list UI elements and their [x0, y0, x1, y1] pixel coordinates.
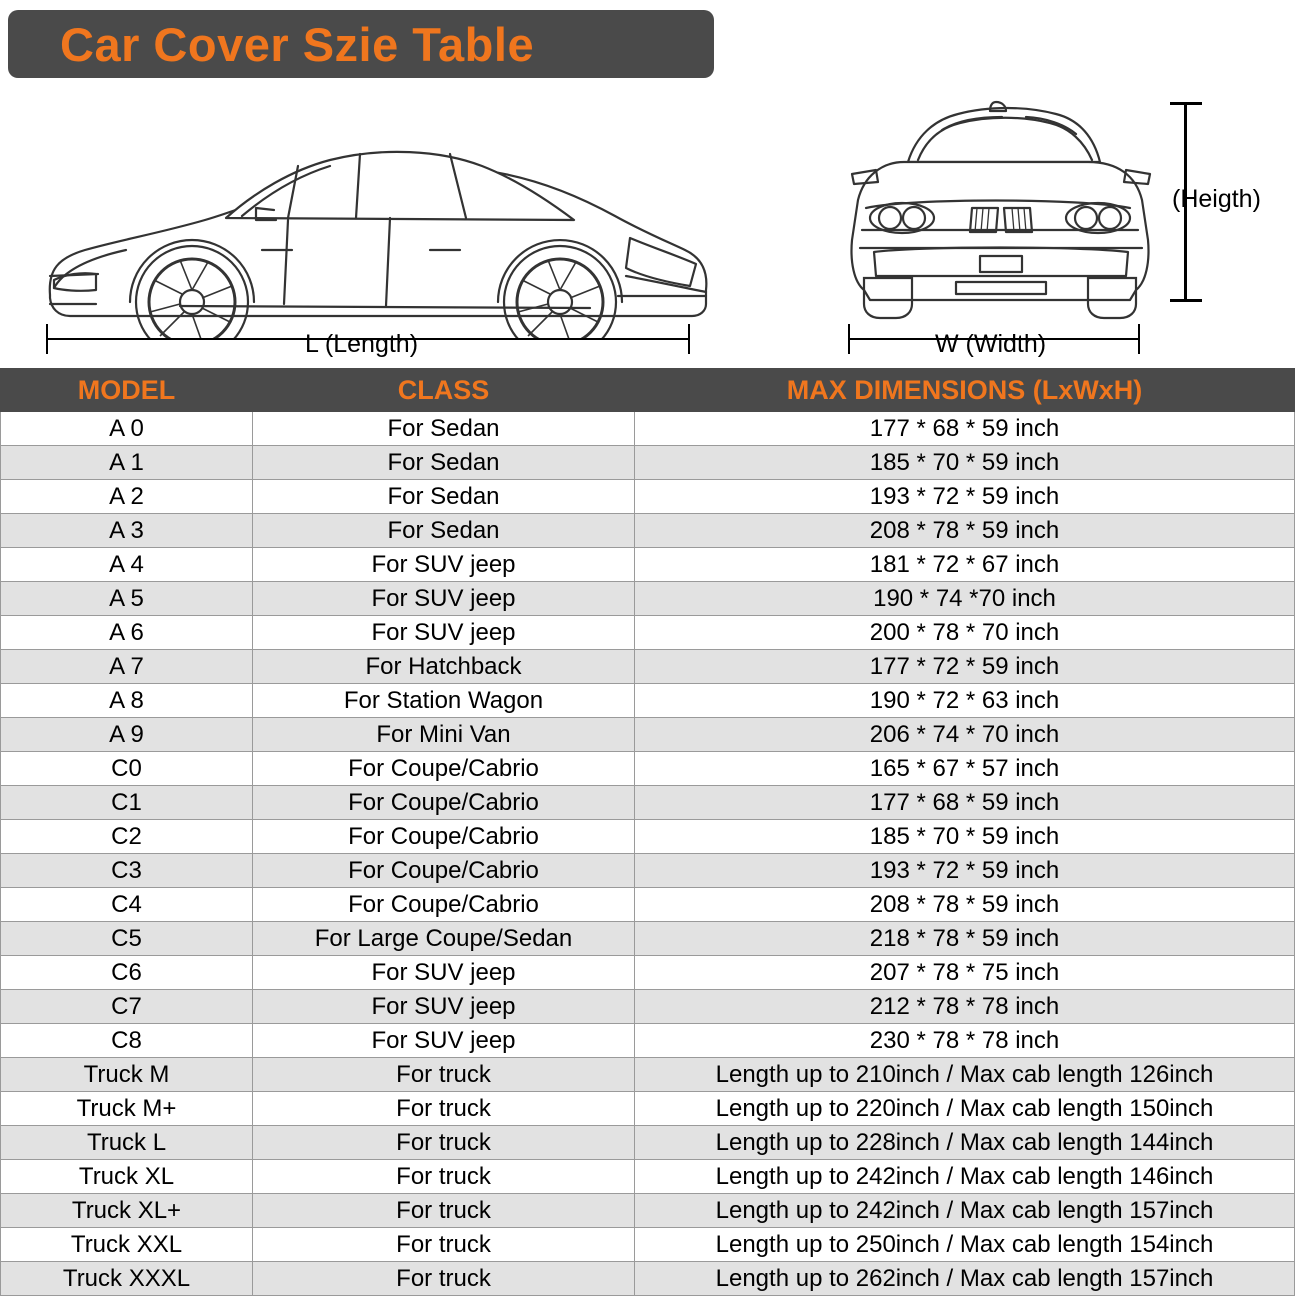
cell-model: C2 [1, 820, 253, 854]
cell-class: For truck [253, 1262, 635, 1296]
cell-model: C6 [1, 956, 253, 990]
cell-dimensions: 207 * 78 * 75 inch [635, 956, 1295, 990]
cell-dimensions: 190 * 74 *70 inch [635, 582, 1295, 616]
cell-dimensions: Length up to 250inch / Max cab length 154inch [635, 1228, 1295, 1262]
cell-dimensions: Length up to 210inch / Max cab length 126inch [635, 1058, 1295, 1092]
cell-class: For Sedan [253, 412, 635, 446]
cell-model: Truck XXL [1, 1228, 253, 1262]
cell-dimensions: 212 * 78 * 78 inch [635, 990, 1295, 1024]
table-body [1, 412, 1295, 1296]
cell-model: C3 [1, 854, 253, 888]
cell-class: For Large Coupe/Sedan [253, 922, 635, 956]
cell-model: Truck M [1, 1058, 253, 1092]
cell-dimensions: 193 * 72 * 59 inch [635, 854, 1295, 888]
cell-dimensions: 230 * 78 * 78 inch [635, 1024, 1295, 1058]
cell-model: C0 [1, 752, 253, 786]
cell-model: Truck XXXL [1, 1262, 253, 1296]
cell-model: C7 [1, 990, 253, 1024]
table-row [1, 922, 1295, 956]
length-rule-tick-left [46, 324, 48, 354]
cell-class: For SUV jeep [253, 582, 635, 616]
size-table [0, 368, 1295, 1296]
cell-dimensions: 208 * 78 * 59 inch [635, 888, 1295, 922]
width-rule-tick-right [1138, 324, 1140, 354]
cell-class: For Coupe/Cabrio [253, 888, 635, 922]
cell-model: C4 [1, 888, 253, 922]
table-row [1, 1228, 1295, 1262]
cell-dimensions: 206 * 74 * 70 inch [635, 718, 1295, 752]
cell-dimensions: 185 * 70 * 59 inch [635, 820, 1295, 854]
table-row [1, 616, 1295, 650]
cell-class: For Mini Van [253, 718, 635, 752]
diagram-area [0, 80, 1314, 365]
table-row [1, 514, 1295, 548]
cell-dimensions: 218 * 78 * 59 inch [635, 922, 1295, 956]
table-header-row [1, 369, 1295, 412]
table-row [1, 854, 1295, 888]
table-row [1, 956, 1295, 990]
table-row [1, 820, 1295, 854]
cell-class: For Sedan [253, 446, 635, 480]
cell-model: A 9 [1, 718, 253, 752]
cell-class: For Coupe/Cabrio [253, 752, 635, 786]
cell-dimensions: 165 * 67 * 57 inch [635, 752, 1295, 786]
cell-dimensions: 181 * 72 * 67 inch [635, 548, 1295, 582]
cell-dimensions: 185 * 70 * 59 inch [635, 446, 1295, 480]
page-title: Car Cover Szie Table [60, 17, 535, 71]
cell-model: A 3 [1, 514, 253, 548]
table-row [1, 1262, 1295, 1296]
column-header-dimensions: MAX DIMENSIONS (LxWxH) [635, 369, 1295, 412]
cell-class: For Coupe/Cabrio [253, 854, 635, 888]
cell-dimensions: Length up to 228inch / Max cab length 144inch [635, 1126, 1295, 1160]
cell-model: A 1 [1, 446, 253, 480]
cell-model: A 7 [1, 650, 253, 684]
cell-model: A 4 [1, 548, 253, 582]
cell-model: A 5 [1, 582, 253, 616]
table-row [1, 1024, 1295, 1058]
table-row [1, 650, 1295, 684]
length-rule-tick-right [688, 324, 690, 354]
cell-dimensions: 200 * 78 * 70 inch [635, 616, 1295, 650]
cell-model: A 2 [1, 480, 253, 514]
cell-dimensions: 177 * 68 * 59 inch [635, 412, 1295, 446]
cell-dimensions: 208 * 78 * 59 inch [635, 514, 1295, 548]
cell-class: For truck [253, 1126, 635, 1160]
cell-dimensions: 193 * 72 * 59 inch [635, 480, 1295, 514]
cell-class: For truck [253, 1058, 635, 1092]
height-rule-tick-top [1170, 102, 1202, 105]
cell-class: For SUV jeep [253, 616, 635, 650]
cell-class: For SUV jeep [253, 990, 635, 1024]
cell-class: For Sedan [253, 480, 635, 514]
table-row [1, 752, 1295, 786]
cell-class: For truck [253, 1194, 635, 1228]
cell-dimensions: 190 * 72 * 63 inch [635, 684, 1295, 718]
table-row [1, 582, 1295, 616]
title-banner [8, 10, 714, 78]
table-row [1, 888, 1295, 922]
side-view-car-icon [30, 90, 720, 340]
table-row [1, 1194, 1295, 1228]
table-row [1, 718, 1295, 752]
column-header-class: CLASS [253, 369, 635, 412]
cell-class: For Station Wagon [253, 684, 635, 718]
table-header [1, 369, 1295, 412]
table-row [1, 548, 1295, 582]
table-row [1, 480, 1295, 514]
cell-model: C1 [1, 786, 253, 820]
cell-class: For SUV jeep [253, 1024, 635, 1058]
cell-dimensions: Length up to 242inch / Max cab length 146inch [635, 1160, 1295, 1194]
table-row [1, 1160, 1295, 1194]
height-label: (Heigth) [1172, 185, 1261, 213]
cell-model: Truck XL+ [1, 1194, 253, 1228]
cell-class: For Coupe/Cabrio [253, 786, 635, 820]
cell-class: For truck [253, 1160, 635, 1194]
table-row [1, 1092, 1295, 1126]
cell-class: For truck [253, 1228, 635, 1262]
table-row [1, 684, 1295, 718]
table-row [1, 990, 1295, 1024]
cell-model: Truck L [1, 1126, 253, 1160]
cell-class: For Hatchback [253, 650, 635, 684]
width-rule-tick-left [848, 324, 850, 354]
height-rule-tick-bottom [1170, 299, 1202, 302]
length-label: L (Length) [305, 330, 419, 358]
cell-model: C5 [1, 922, 253, 956]
cell-dimensions: 177 * 72 * 59 inch [635, 650, 1295, 684]
cell-dimensions: 177 * 68 * 59 inch [635, 786, 1295, 820]
cell-dimensions: Length up to 220inch / Max cab length 150inch [635, 1092, 1295, 1126]
width-label: W (Width) [935, 330, 1047, 358]
cell-model: A 0 [1, 412, 253, 446]
cell-dimensions: Length up to 242inch / Max cab length 157inch [635, 1194, 1295, 1228]
cell-model: Truck XL [1, 1160, 253, 1194]
cell-model: C8 [1, 1024, 253, 1058]
cell-class: For SUV jeep [253, 956, 635, 990]
cell-model: A 6 [1, 616, 253, 650]
cell-dimensions: Length up to 262inch / Max cab length 157inch [635, 1262, 1295, 1296]
table-row [1, 1126, 1295, 1160]
front-view-car-icon [830, 90, 1160, 340]
cell-class: For Sedan [253, 514, 635, 548]
cell-model: A 8 [1, 684, 253, 718]
column-header-model: MODEL [1, 369, 253, 412]
table-row [1, 412, 1295, 446]
table-row [1, 786, 1295, 820]
cell-class: For truck [253, 1092, 635, 1126]
table-row [1, 446, 1295, 480]
table-row [1, 1058, 1295, 1092]
cell-class: For Coupe/Cabrio [253, 820, 635, 854]
cell-class: For SUV jeep [253, 548, 635, 582]
cell-model: Truck M+ [1, 1092, 253, 1126]
